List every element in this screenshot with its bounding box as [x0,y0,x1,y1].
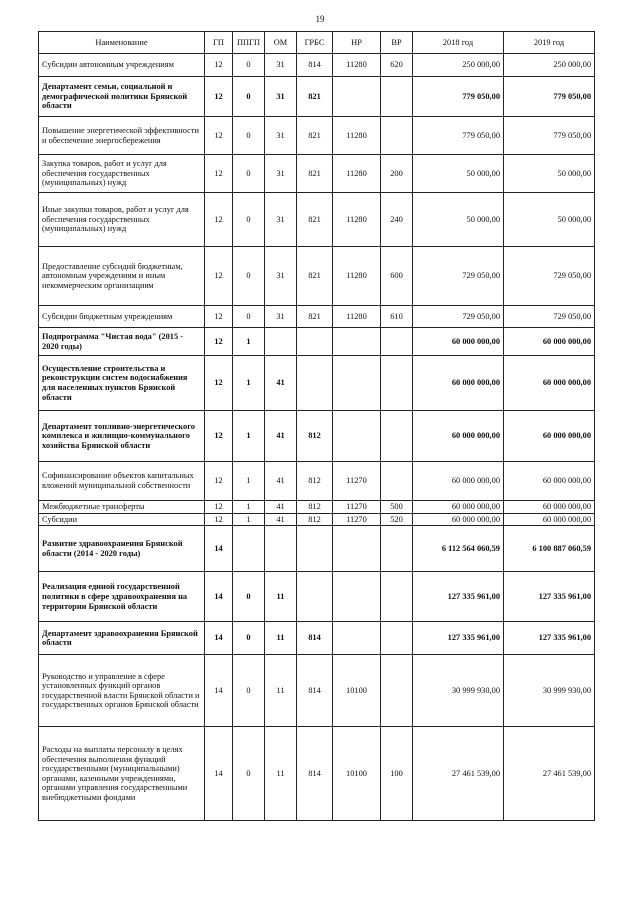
cell-vr [381,622,413,655]
cell-gp: 12 [205,513,233,526]
cell-om: 11 [265,655,297,727]
table-row [39,356,595,411]
table-row [39,411,595,462]
cell-y2018: 27 461 539,00 [413,727,504,821]
cell-name: Департамент топливно-энергетического комплекса и жилищно-коммунального хозяйства Брянской области [39,411,205,462]
cell-grbs: 814 [297,54,333,77]
cell-grbs: 814 [297,655,333,727]
cell-grbs: 814 [297,727,333,821]
cell-vr: 600 [381,247,413,306]
cell-grbs: 814 [297,622,333,655]
cell-ppgp: 0 [233,655,265,727]
cell-nr [333,356,381,411]
cell-om: 11 [265,572,297,622]
cell-y2018: 50 000,00 [413,193,504,247]
cell-y2019: 6 100 887 060,59 [504,526,595,572]
cell-grbs [297,526,333,572]
cell-vr [381,356,413,411]
table-row [39,328,595,356]
cell-vr [381,411,413,462]
col-header-grbs: ГРБС [297,32,333,54]
cell-y2019: 60 000 000,00 [504,513,595,526]
cell-grbs: 821 [297,77,333,117]
cell-y2018: 60 000 000,00 [413,513,504,526]
cell-om: 41 [265,462,297,501]
cell-vr: 240 [381,193,413,247]
table-header-row [39,32,595,54]
cell-om: 41 [265,513,297,526]
cell-y2019: 30 999 930,00 [504,655,595,727]
cell-om: 31 [265,193,297,247]
cell-name: Развитие здравоохранения Брянской области (2014 - 2020 годы) [39,526,205,572]
cell-nr: 11270 [333,462,381,501]
cell-grbs: 821 [297,247,333,306]
cell-y2019: 779 050,00 [504,117,595,155]
cell-gp: 14 [205,727,233,821]
col-header-nr: НР [333,32,381,54]
cell-name: Расходы на выплаты персоналу в целях обеспечения выполнения функций государственными (муниципальными) органами, казенными учреждениями, органами управления государственными внебюджетными фондами [39,727,205,821]
cell-grbs: 812 [297,501,333,514]
cell-nr [333,328,381,356]
cell-vr: 610 [381,306,413,328]
cell-y2018: 6 112 564 060,59 [413,526,504,572]
cell-nr: 11280 [333,193,381,247]
cell-grbs: 821 [297,155,333,193]
cell-ppgp: 1 [233,501,265,514]
cell-y2019: 127 335 961,00 [504,572,595,622]
table-row [39,77,595,117]
cell-gp: 12 [205,306,233,328]
cell-vr [381,328,413,356]
cell-y2018: 60 000 000,00 [413,356,504,411]
cell-y2018: 60 000 000,00 [413,462,504,501]
cell-vr [381,655,413,727]
cell-ppgp: 1 [233,513,265,526]
cell-name: Подпрограмма "Чистая вода" (2015 - 2020 годы) [39,328,205,356]
table-row [39,306,595,328]
cell-vr: 620 [381,54,413,77]
table-row [39,622,595,655]
cell-ppgp: 0 [233,727,265,821]
cell-vr [381,526,413,572]
cell-y2018: 50 000,00 [413,155,504,193]
cell-om: 41 [265,356,297,411]
cell-y2019: 60 000 000,00 [504,411,595,462]
budget-table [38,31,595,821]
cell-gp: 12 [205,411,233,462]
cell-gp: 12 [205,356,233,411]
table-row [39,727,595,821]
cell-name: Департамент семьи, социальной и демографической политики Брянской области [39,77,205,117]
cell-name: Софинансирование объектов капитальных вложений муниципальной собственности [39,462,205,501]
cell-vr: 520 [381,513,413,526]
cell-grbs [297,356,333,411]
cell-om: 41 [265,411,297,462]
cell-gp: 12 [205,247,233,306]
cell-om: 31 [265,54,297,77]
cell-vr: 200 [381,155,413,193]
cell-y2019: 729 050,00 [504,306,595,328]
cell-gp: 14 [205,655,233,727]
cell-gp: 14 [205,526,233,572]
cell-gp: 12 [205,155,233,193]
table-row [39,193,595,247]
cell-gp: 12 [205,193,233,247]
cell-y2019: 50 000,00 [504,155,595,193]
cell-y2019: 60 000 000,00 [504,462,595,501]
cell-name: Реализация единой государственной политики в сфере здравоохранения на территории Брянской области [39,572,205,622]
cell-name: Департамент здравоохранения Брянской области [39,622,205,655]
col-header-om: ОМ [265,32,297,54]
cell-ppgp: 0 [233,155,265,193]
col-header-2018: 2018 год [413,32,504,54]
cell-om: 41 [265,501,297,514]
cell-nr: 10100 [333,655,381,727]
cell-name: Предоставление субсидий бюджетным, автономным учреждениям и иным некоммерческим организациям [39,247,205,306]
cell-name: Закупка товаров, работ и услуг для обеспечения государственных (муниципальных) нужд [39,155,205,193]
cell-nr: 11280 [333,117,381,155]
cell-y2018: 127 335 961,00 [413,622,504,655]
cell-gp: 12 [205,462,233,501]
cell-nr: 11270 [333,501,381,514]
cell-om: 31 [265,77,297,117]
cell-ppgp: 0 [233,117,265,155]
table-row [39,526,595,572]
cell-nr: 10100 [333,727,381,821]
cell-om: 11 [265,622,297,655]
cell-y2018: 729 050,00 [413,247,504,306]
cell-y2019: 729 050,00 [504,247,595,306]
cell-nr: 11280 [333,306,381,328]
cell-y2018: 60 000 000,00 [413,501,504,514]
cell-om: 31 [265,155,297,193]
table-row [39,247,595,306]
table-row [39,501,595,514]
cell-y2018: 779 050,00 [413,117,504,155]
cell-y2019: 60 000 000,00 [504,356,595,411]
cell-gp: 12 [205,501,233,514]
cell-ppgp: 0 [233,306,265,328]
cell-gp: 14 [205,622,233,655]
cell-grbs: 821 [297,306,333,328]
cell-nr: 11270 [333,513,381,526]
cell-grbs: 821 [297,193,333,247]
page-number: 19 [315,14,325,24]
cell-y2019: 27 461 539,00 [504,727,595,821]
cell-ppgp: 0 [233,622,265,655]
cell-ppgp: 0 [233,572,265,622]
cell-om [265,526,297,572]
cell-y2018: 60 000 000,00 [413,328,504,356]
cell-om [265,328,297,356]
table-row [39,513,595,526]
table-row [39,54,595,77]
cell-y2018: 60 000 000,00 [413,411,504,462]
cell-ppgp: 0 [233,54,265,77]
table-row [39,117,595,155]
cell-vr [381,77,413,117]
cell-y2018: 250 000,00 [413,54,504,77]
cell-vr [381,572,413,622]
cell-y2019: 60 000 000,00 [504,328,595,356]
cell-om: 31 [265,117,297,155]
cell-y2019: 250 000,00 [504,54,595,77]
cell-ppgp [233,526,265,572]
cell-nr [333,526,381,572]
cell-nr [333,572,381,622]
cell-grbs: 812 [297,411,333,462]
cell-om: 11 [265,727,297,821]
cell-om: 31 [265,306,297,328]
table-body [39,54,595,821]
cell-gp: 12 [205,117,233,155]
cell-nr: 11280 [333,54,381,77]
table-row [39,572,595,622]
cell-ppgp: 1 [233,462,265,501]
cell-y2019: 779 050,00 [504,77,595,117]
cell-gp: 14 [205,572,233,622]
cell-nr: 11280 [333,155,381,193]
cell-vr [381,462,413,501]
cell-y2019: 60 000 000,00 [504,501,595,514]
cell-y2018: 30 999 930,00 [413,655,504,727]
cell-y2018: 779 050,00 [413,77,504,117]
col-header-name: Наименование [39,32,205,54]
cell-ppgp: 0 [233,77,265,117]
cell-gp: 12 [205,77,233,117]
cell-om: 31 [265,247,297,306]
cell-name: Осуществление строительства и реконструкции систем водоснабжения для населенных пунктов Брянской области [39,356,205,411]
cell-vr [381,117,413,155]
col-header-vr: ВР [381,32,413,54]
cell-name: Повышение энергетической эффективности и обеспечение энергосбережения [39,117,205,155]
cell-y2018: 127 335 961,00 [413,572,504,622]
cell-ppgp: 0 [233,247,265,306]
cell-nr [333,622,381,655]
cell-gp: 12 [205,328,233,356]
cell-ppgp: 0 [233,193,265,247]
cell-vr: 100 [381,727,413,821]
col-header-2019: 2019 год [504,32,595,54]
cell-name: Субсидии [39,513,205,526]
cell-name: Субсидии бюджетным учреждениям [39,306,205,328]
cell-ppgp: 1 [233,356,265,411]
table-row [39,155,595,193]
cell-y2018: 729 050,00 [413,306,504,328]
cell-name: Иные закупки товаров, работ и услуг для обеспечения государственных (муниципальных) нужд [39,193,205,247]
table-row [39,462,595,501]
cell-ppgp: 1 [233,328,265,356]
cell-nr [333,411,381,462]
table-row [39,655,595,727]
cell-grbs: 812 [297,513,333,526]
cell-name: Субсидии автономным учреждениям [39,54,205,77]
cell-ppgp: 1 [233,411,265,462]
cell-grbs: 821 [297,117,333,155]
col-header-gp: ГП [205,32,233,54]
cell-nr [333,77,381,117]
cell-grbs [297,328,333,356]
cell-grbs: 812 [297,462,333,501]
cell-name: Руководство и управление в сфере установленных функций органов государственной власти Брянской области и государственных органов Брянской области [39,655,205,727]
cell-vr: 500 [381,501,413,514]
cell-name: Межбюджетные трансферты [39,501,205,514]
col-header-ppgp: ППГП [233,32,265,54]
cell-grbs [297,572,333,622]
cell-y2019: 127 335 961,00 [504,622,595,655]
cell-gp: 12 [205,54,233,77]
cell-y2019: 50 000,00 [504,193,595,247]
cell-nr: 11280 [333,247,381,306]
